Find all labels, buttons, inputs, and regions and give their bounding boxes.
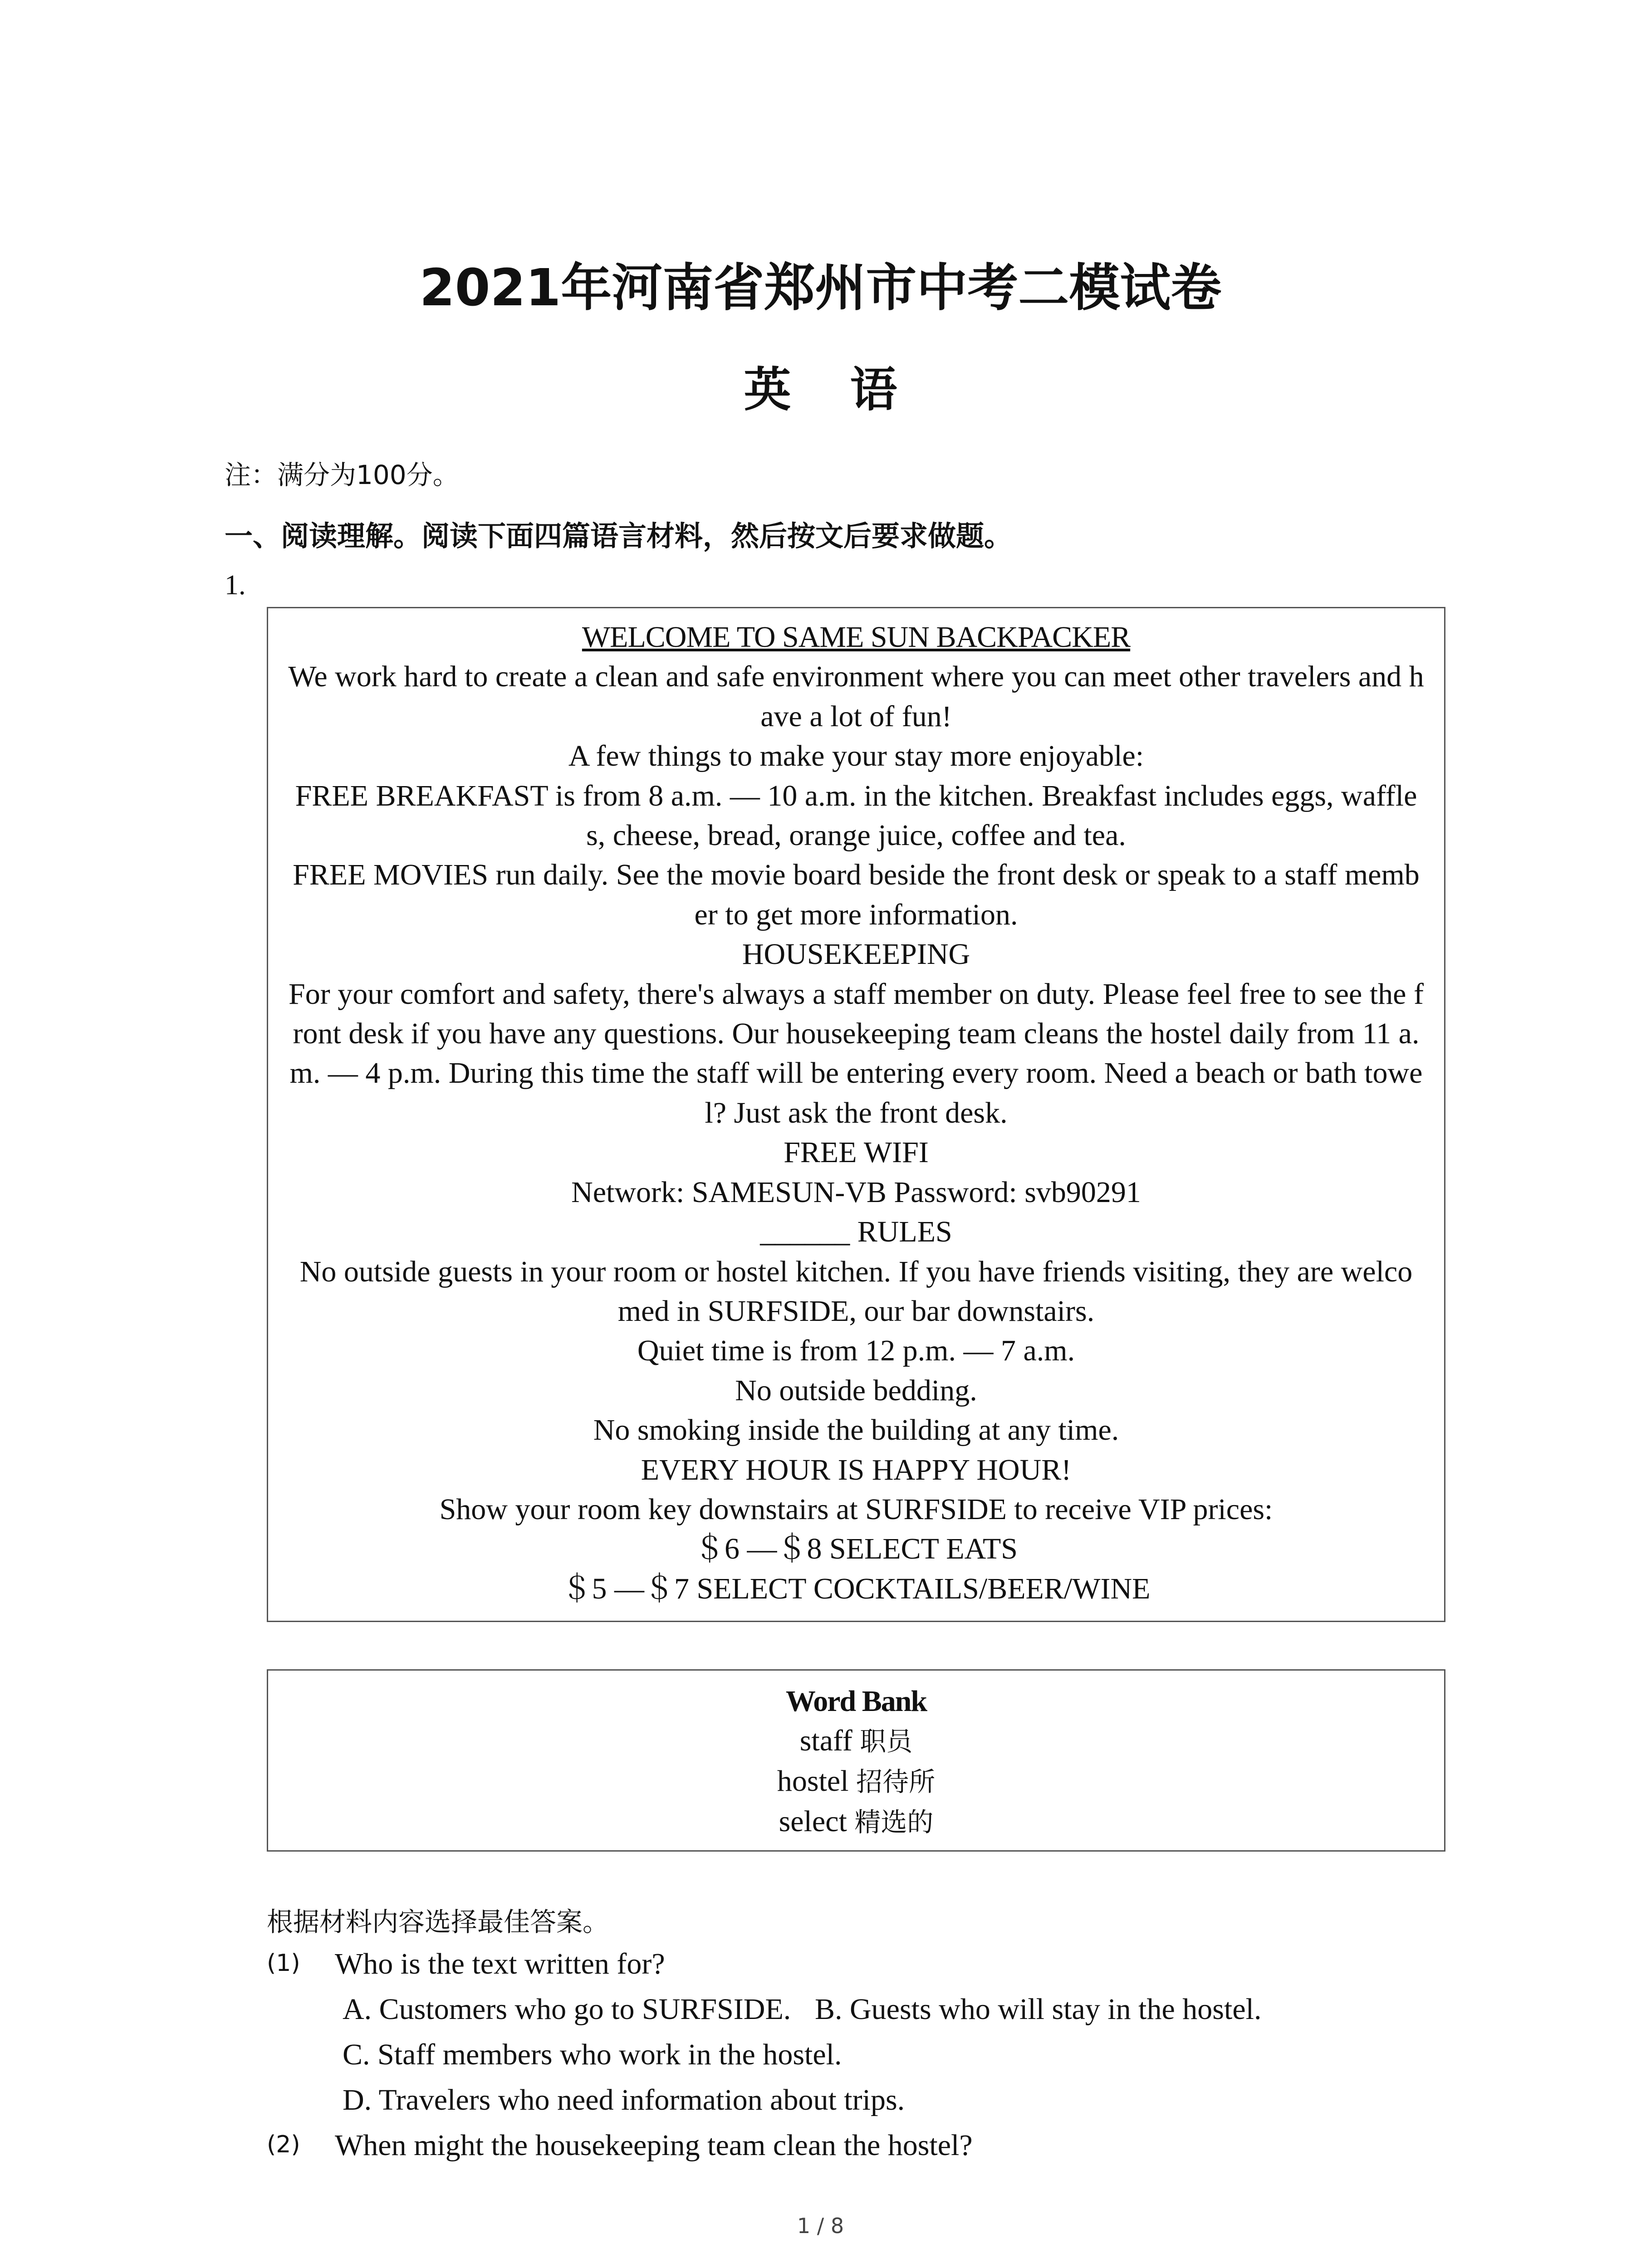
passage-line: ront desk if you have any questions. Our housekeeping team cleans the hostel daily from 11 a. <box>293 1017 1420 1051</box>
passage-line: Show your room key downstairs at SURFSIDE to receive VIP prices: <box>439 1492 1273 1526</box>
passage-line: FREE WIFI <box>784 1136 929 1169</box>
question-1-number: (1) <box>267 1950 300 1977</box>
question-2-number: (2) <box>267 2131 300 2158</box>
word-bank-en: select <box>779 1805 847 1838</box>
passage-line: ＄5 —＄7 SELECT COCKTAILS/BEER/WINE <box>562 1572 1151 1605</box>
section-heading: 一、阅读理解。阅读下面四篇语言材料，然后按文后要求做题。 <box>225 519 1013 552</box>
passage-line: Quiet time is from 12 p.m. — 7 a.m. <box>637 1334 1075 1368</box>
instruction-text: 根据材料内容选择最佳答案。 <box>267 1906 609 1937</box>
passage-line: For your comfort and safety, there's always a staff member on duty. Please feel free to see the f <box>289 977 1424 1011</box>
passage-line: FREE MOVIES run daily. See the movie board beside the front desk or speak to a staff memb <box>293 858 1420 892</box>
question-2-text: When might the housekeeping team clean the hostel? <box>335 2129 973 2162</box>
word-bank-en: staff <box>799 1724 852 1757</box>
question-2 <box>267 2128 1446 2169</box>
passage-line: s, cheese, bread, orange juice, coffee and tea. <box>586 819 1126 852</box>
reading-passage-box <box>267 607 1445 1622</box>
word-bank-cn: 招待所 <box>856 1766 936 1797</box>
option-b[interactable]: B. Guests who will stay in the hostel. <box>815 1993 1262 2026</box>
page-number: 1 / 8 <box>797 2214 844 2238</box>
question-number: 1. <box>225 570 246 601</box>
passage-line: ＄6 —＄8 SELECT EATS <box>695 1532 1018 1566</box>
passage-line: HOUSEKEEPING <box>742 938 970 971</box>
passage-line: A few things to make your stay more enjoyable: <box>568 739 1144 773</box>
passage-line: m. — 4 p.m. During this time the staff will be entering every room. Need a beach or bath towe <box>289 1056 1423 1090</box>
option-a[interactable]: A. Customers who go to SURFSIDE. <box>343 1993 791 2026</box>
word-bank-box <box>267 1669 1445 1852</box>
passage-line: er to get more information. <box>694 898 1018 931</box>
word-bank-item <box>268 1802 1444 1842</box>
passage-line: No outside guests in your room or hostel kitchen. If you have friends visiting, they are welco <box>299 1255 1413 1288</box>
word-bank-item <box>268 1721 1444 1761</box>
passage-line: med in SURFSIDE, our bar downstairs. <box>617 1294 1095 1328</box>
passage-line: No outside bedding. <box>735 1374 977 1407</box>
word-bank-title: Word Bank <box>785 1685 927 1718</box>
passage-line: ______ RULES <box>760 1215 952 1249</box>
word-bank-cn: 精选的 <box>854 1807 934 1838</box>
passage-line: EVERY HOUR IS HAPPY HOUR! <box>641 1453 1072 1486</box>
question-1 <box>267 1947 1446 1988</box>
page-title: 2021年河南省郑州市中考二模试卷 <box>419 259 1222 318</box>
passage-heading: WELCOME TO SAME SUN BACKPACKER <box>582 621 1131 654</box>
word-bank-item <box>268 1761 1444 1802</box>
word-bank-cn: 职员 <box>860 1726 913 1757</box>
passage-line: l? Just ask the front desk. <box>705 1096 1008 1129</box>
passage-line: FREE BREAKFAST is from 8 a.m. — 10 a.m. in the kitchen. Breakfast includes eggs, waffle <box>295 779 1417 812</box>
option-c[interactable]: C. Staff members who work in the hostel. <box>343 2038 842 2071</box>
option-d[interactable]: D. Travelers who need information about trips. <box>343 2083 905 2116</box>
score-note: 注：满分为100分。 <box>225 459 459 490</box>
passage-line: ave a lot of fun! <box>760 699 952 733</box>
question-1-text: Who is the text written for? <box>335 1947 665 1980</box>
subject-title: 英语 <box>744 362 956 417</box>
passage-line: Network: SAMESUN-VB Password: svb90291 <box>571 1175 1141 1209</box>
word-bank-en: hostel <box>777 1765 849 1798</box>
passage-line: No smoking inside the building at any time. <box>593 1413 1119 1447</box>
passage-line: We work hard to create a clean and safe environment where you can meet other travelers and h <box>288 660 1424 694</box>
